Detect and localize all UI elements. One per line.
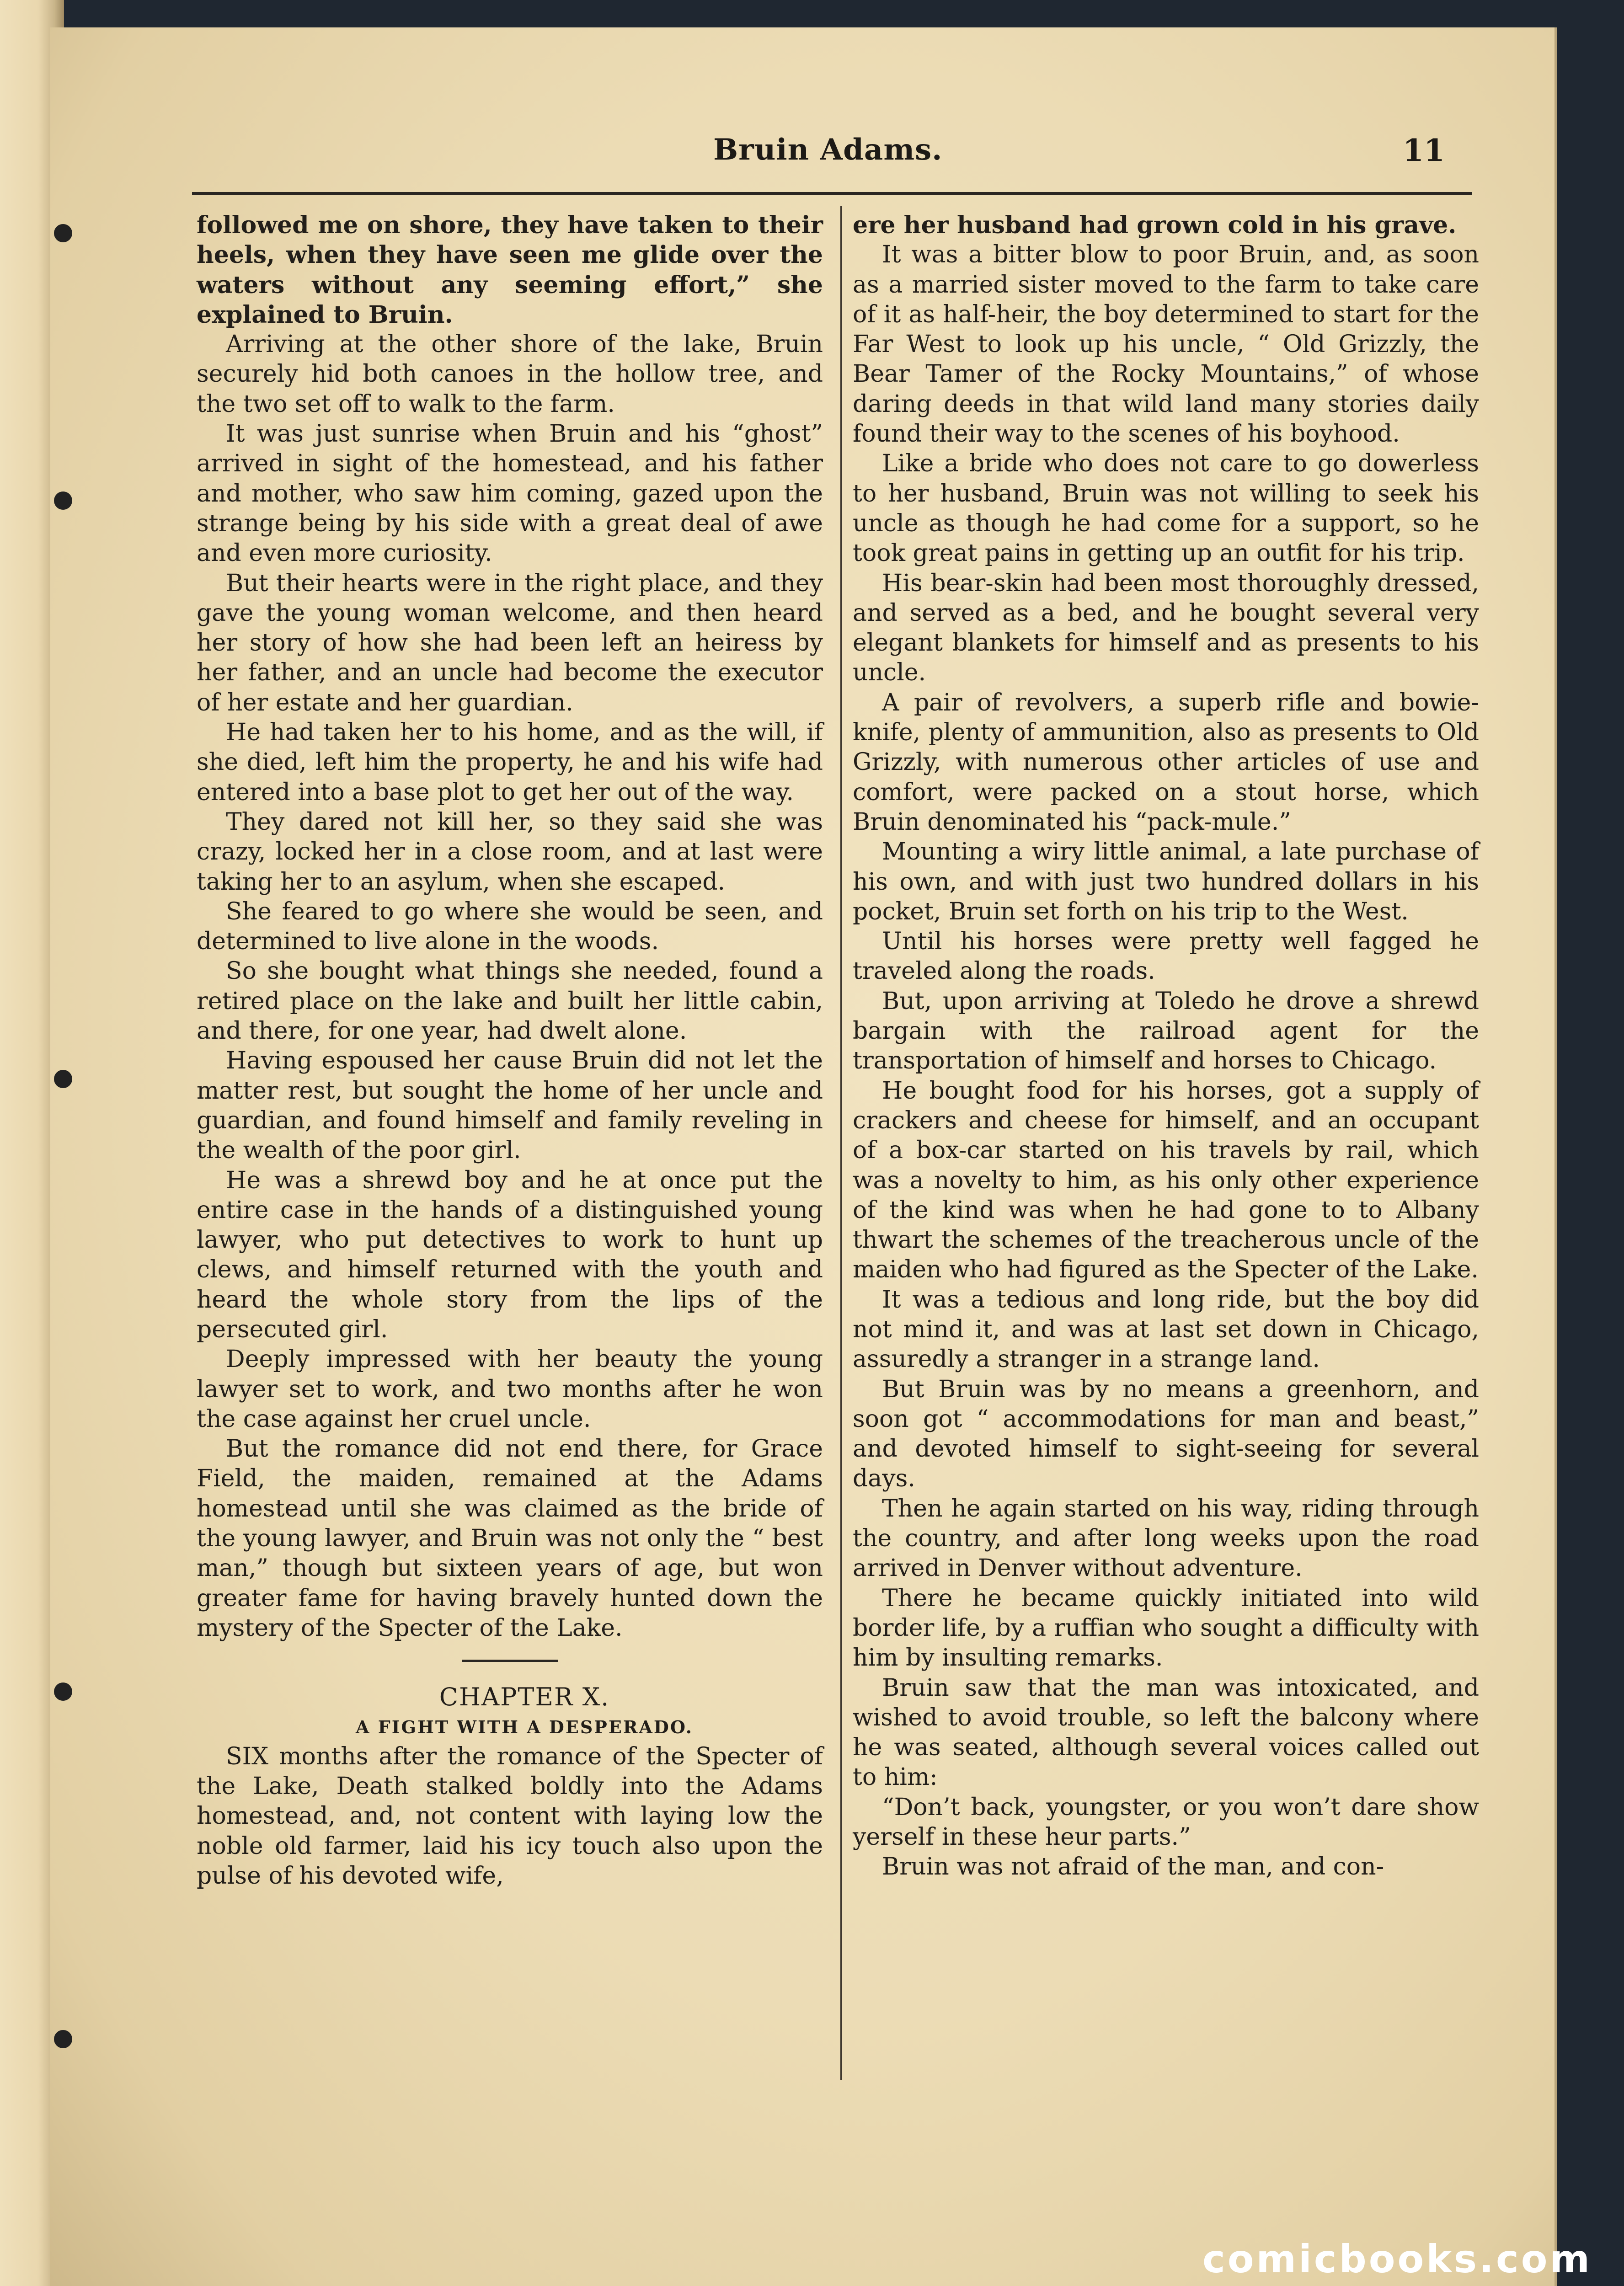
paragraph: So she bought what things she needed, found a retired place on the lake and built her little cabin, and there, for one year, had dwelt alone. [197,957,823,1045]
paragraph: She feared to go where she would be seen, and determined to live alone in the woods. [197,897,823,956]
paragraph: But Bruin was by no means a greenhorn, and soon got “ accommodations for man and beast,” and devoted himself to sight-seeing for several days. [853,1375,1479,1493]
paragraph: It was a bitter blow to poor Bruin, and, as soon as a married sister moved to the farm to take care of it as half-heir, the boy determined to start for the Far West to look up his uncle, “ Old Grizzly, the Bear Tamer of the Rocky Mountains,” of whose daring deeds in that wild land many stories daily found their way to the scenes of his boyhood. [853,241,1479,448]
paragraph: Deeply impressed with her beauty the young lawyer set to work, and two months after he won the case against her cruel uncle. [197,1346,823,1433]
paragraph: Mounting a wiry little animal, a late purchase of his own, and with just two hundred dollars in his pocket, Bruin set forth on his trip to the West. [853,838,1479,925]
paragraph: ere her husband had grown cold in his grave. [853,211,1457,239]
page-header [197,133,1477,174]
binding-hole [54,224,72,242]
header-rule [192,192,1472,195]
binding-hole [54,491,72,510]
paragraph: Bruin was not afraid of the man, and con- [882,1853,1384,1881]
paragraph: Bruin saw that the man was intoxicated, and wished to avoid trouble, so left the balcony where he was seated, although several voices called out to him: [853,1674,1479,1791]
chapter-subtitle: A FIGHT WITH A DESPERADO. [356,1716,693,1737]
left-column [197,210,823,1891]
binding-hole [54,1682,72,1701]
column-divider [840,206,842,2080]
paragraph: His bear-skin had been most thoroughly dressed, and served as a bed, and he bought several very elegant blankets for himself and as presents to his uncle. [853,569,1479,687]
paragraph: There he became quickly initiated into wild border life, by a ruffian who sought a difficulty with him by insulting remarks. [853,1584,1479,1672]
binding-hole [54,2030,72,2048]
chapter-heading: CHAPTER X. [439,1682,610,1712]
paragraph: Like a bride who does not care to go dowerless to her husband, Bruin was not willing to seek his uncle as though he had come for a support, so he took great pains in getting up an outfit for his trip. [853,450,1479,567]
paragraph: Having espoused her cause Bruin did not let the matter rest, but sought the home of her uncle and guardian, and found himself and family reveling in the wealth of the poor girl. [197,1047,823,1164]
paragraph: He had taken her to his home, and as the will, if she died, left him the property, he and his wife had entered into a base plot to get her out of the way. [197,719,823,806]
binding-hole [54,1070,72,1088]
paragraph: But the romance did not end there, for Grace Field, the maiden, remained at the Adams homestead until she was claimed as the bride of the young lawyer, and Bruin was not only the “ best man,” though but sixteen years of age, but won greater fame for having bravely hunted down the mystery of the Specter of the Lake. [197,1435,823,1642]
chapter-separator [462,1660,558,1662]
right-column [853,210,1479,1882]
paragraph: Arriving at the other shore of the lake, Bruin securely hid both canoes in the hollow tree, and the two set off to walk to the farm. [197,331,823,418]
paragraph: SIX months after the romance of the Specter of the Lake, Death stalked boldly into the Adams homestead, and, not content with laying low the noble old farmer, laid his icy touch also upon the pulse of his devoted wife, [197,1742,823,1890]
paragraph: He bought food for his horses, got a supply of crackers and cheese for himself, and an occupant of a box-car started on his travels by rail, which was a novelty to him, as his only other experience of the kind was when he had gone to to Albany thwart the schemes of the treacherous uncle of the maiden who had figured as the Specter of the Lake. [853,1077,1479,1284]
paragraph: Until his horses were pretty well fagged he traveled along the roads. [853,928,1479,985]
site-watermark: comicbooks.com [1202,2237,1592,2281]
paragraph: It was just sunrise when Bruin and his “ghost” arrived in sight of the homestead, and his father and mother, who saw him coming, gazed upon the strange being by his side with a great deal of awe and even more curiosity. [197,420,823,567]
running-title: Bruin Adams. [713,133,943,167]
paragraph: A pair of revolvers, a superb rifle and bowie-knife, plenty of ammunition, also as presents to Old Grizzly, with numerous other articles of use and comfort, were packed on a stout horse, which Bruin denominated his “pack-mule.” [853,689,1479,836]
paragraph: “Don’t back, youngster, or you won’t dare show yerself in these heur parts.” [853,1793,1479,1851]
paragraph: He was a shrewd boy and he at once put the entire case in the hands of a distinguished young lawyer, who put detectives to work to hunt up clews, and himself returned with the youth and heard the whole story from the lips of the persecuted girl. [197,1166,823,1343]
paragraph: They dared not kill her, so they said she was crazy, locked her in a close room, and at last were taking her to an asylum, when she escaped. [197,808,823,896]
paragraph: followed me on shore, they have taken to their heels, when they have seen me glide over the waters without any seeming effort,” she explained to Bruin. [197,211,823,329]
paragraph: But their hearts were in the right place, and they gave the young woman welcome, and then heard her story of how she had been left an heiress by her father, and an uncle had become the executor of her estate and her guardian. [197,569,823,716]
paragraph: Then he again started on his way, riding through the country, and after long weeks upon the road arrived in Denver without adventure. [853,1495,1479,1582]
page-number: 11 [1403,133,1445,168]
paragraph: But, upon arriving at Toledo he drove a shrewd bargain with the railroad agent for the transportation of himself and horses to Chicago. [853,987,1479,1075]
paragraph: It was a tedious and long ride, but the boy did not mind it, and was at last set down in Chicago, assuredly a stranger in a strange land. [853,1286,1479,1373]
